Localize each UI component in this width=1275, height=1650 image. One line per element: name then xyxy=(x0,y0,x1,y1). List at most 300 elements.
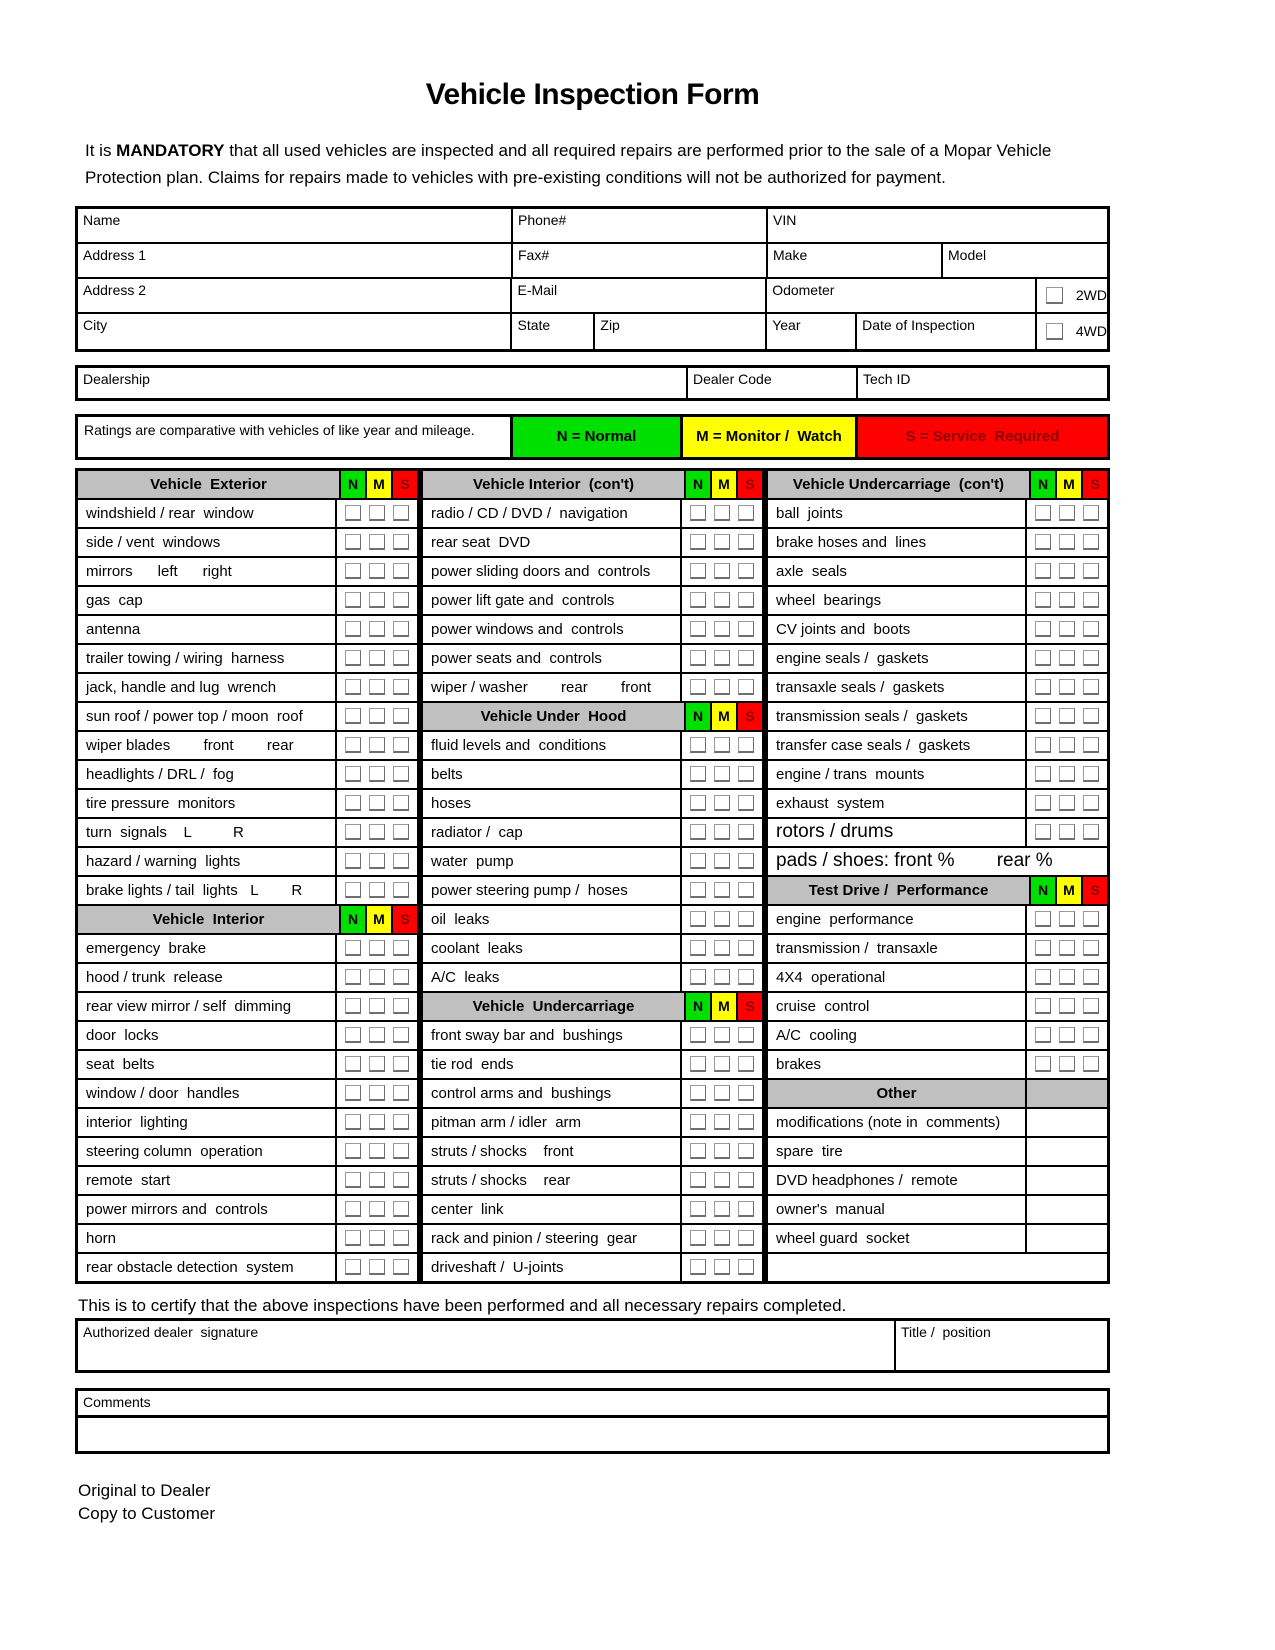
state-field[interactable] xyxy=(512,314,595,349)
n-checkbox[interactable] xyxy=(345,1172,361,1188)
checklist-item-label: brakes xyxy=(776,1055,822,1073)
m-checkbox[interactable] xyxy=(369,1172,385,1188)
n-checkbox[interactable] xyxy=(690,679,706,695)
n-checkbox[interactable] xyxy=(345,1114,361,1130)
comments-table xyxy=(75,1388,1110,1454)
n-checkbox[interactable] xyxy=(345,1230,361,1246)
m-checkbox[interactable] xyxy=(714,911,730,927)
n-checkbox[interactable] xyxy=(690,940,706,956)
m-checkbox[interactable] xyxy=(714,650,730,666)
n-checkbox[interactable] xyxy=(1035,998,1051,1014)
s-checkbox[interactable] xyxy=(393,737,409,753)
m-checkbox[interactable] xyxy=(1059,911,1075,927)
title-position-field[interactable] xyxy=(896,1321,1107,1370)
n-checkbox[interactable] xyxy=(690,1143,706,1159)
n-checkbox[interactable] xyxy=(690,1230,706,1246)
checklist-item-label: belts xyxy=(431,765,463,783)
s-checkbox[interactable] xyxy=(393,1143,409,1159)
m-checkbox[interactable] xyxy=(714,940,730,956)
checklist-item-label: power seats and controls xyxy=(431,649,602,667)
s-checkbox[interactable] xyxy=(738,737,754,753)
checklist-row xyxy=(78,935,417,962)
s-checkbox[interactable] xyxy=(738,1085,754,1101)
checklist-row xyxy=(768,616,1107,643)
m-checkbox[interactable] xyxy=(1059,795,1075,811)
m-checkbox[interactable] xyxy=(369,534,385,550)
s-checkbox[interactable] xyxy=(393,679,409,695)
inspection-date-field[interactable] xyxy=(857,314,1037,349)
s-checkbox[interactable] xyxy=(393,1172,409,1188)
m-checkbox[interactable] xyxy=(369,563,385,579)
m-checkbox[interactable] xyxy=(369,1114,385,1130)
m-checkbox[interactable] xyxy=(369,1027,385,1043)
checklist-item-label: brake hoses and lines xyxy=(776,533,927,551)
m-checkbox[interactable] xyxy=(369,969,385,985)
n-checkbox[interactable] xyxy=(690,969,706,985)
n-checkbox[interactable] xyxy=(690,1027,706,1043)
s-checkbox[interactable] xyxy=(1083,911,1099,927)
m-checkbox[interactable] xyxy=(714,882,730,898)
n-checkbox[interactable] xyxy=(1035,1027,1051,1043)
s-checkbox[interactable] xyxy=(738,1172,754,1188)
inspection-date-label: Date of Inspection xyxy=(862,316,975,333)
s-checkbox[interactable] xyxy=(393,824,409,840)
n-checkbox[interactable] xyxy=(345,795,361,811)
m-checkbox[interactable] xyxy=(714,737,730,753)
m-checkbox[interactable] xyxy=(369,621,385,637)
m-checkbox[interactable] xyxy=(714,1201,730,1217)
s-checkbox[interactable] xyxy=(1083,940,1099,956)
year-label: Year xyxy=(772,316,801,333)
m-checkbox[interactable] xyxy=(714,795,730,811)
m-checkbox[interactable] xyxy=(369,1085,385,1101)
m-checkbox[interactable] xyxy=(369,1201,385,1217)
checklist-row xyxy=(78,1196,417,1223)
rating-checkboxes xyxy=(680,1254,762,1281)
n-checkbox[interactable] xyxy=(1035,911,1051,927)
rating-checkboxes xyxy=(335,935,417,962)
n-checkbox[interactable] xyxy=(690,1085,706,1101)
s-checkbox[interactable] xyxy=(393,969,409,985)
tech-id-field[interactable] xyxy=(858,368,1107,398)
s-checkbox[interactable] xyxy=(1083,998,1099,1014)
s-checkbox[interactable] xyxy=(738,1230,754,1246)
m-checkbox[interactable] xyxy=(1059,737,1075,753)
s-checkbox[interactable] xyxy=(393,1056,409,1072)
n-checkbox[interactable] xyxy=(690,795,706,811)
m-checkbox[interactable] xyxy=(369,824,385,840)
n-checkbox[interactable] xyxy=(690,505,706,521)
n-checkbox[interactable] xyxy=(345,621,361,637)
m-checkbox[interactable] xyxy=(1059,563,1075,579)
section-header-label: Test Drive / Performance xyxy=(768,877,1029,904)
s-checkbox[interactable] xyxy=(393,650,409,666)
s-checkbox[interactable] xyxy=(738,1259,754,1275)
rating-checkboxes xyxy=(335,645,417,672)
m-checkbox[interactable] xyxy=(369,1259,385,1275)
m-checkbox[interactable] xyxy=(714,505,730,521)
s-checkbox[interactable] xyxy=(393,795,409,811)
s-checkbox[interactable] xyxy=(738,563,754,579)
checklist-item-label: hood / trunk release xyxy=(86,968,223,986)
m-checkbox[interactable] xyxy=(369,708,385,724)
n-checkbox[interactable] xyxy=(1035,766,1051,782)
n-checkbox[interactable] xyxy=(345,766,361,782)
n-checkbox[interactable] xyxy=(690,1259,706,1275)
n-checkbox[interactable] xyxy=(345,1259,361,1275)
rating-checkboxes xyxy=(335,761,417,788)
ratings-legend xyxy=(75,414,1110,460)
checklist-row xyxy=(423,645,762,672)
n-checkbox[interactable] xyxy=(690,1114,706,1130)
s-checkbox[interactable] xyxy=(738,795,754,811)
m-checkbox[interactable] xyxy=(369,940,385,956)
n-checkbox[interactable] xyxy=(690,650,706,666)
n-checkbox[interactable] xyxy=(690,737,706,753)
s-checkbox[interactable] xyxy=(738,1027,754,1043)
rating-checkboxes xyxy=(680,558,762,585)
s-checkbox[interactable] xyxy=(738,911,754,927)
m-checkbox[interactable] xyxy=(1059,708,1075,724)
n-checkbox[interactable] xyxy=(690,534,706,550)
rating-checkboxes xyxy=(335,877,417,904)
rating-checkboxes xyxy=(1025,819,1107,846)
4wd-checkbox[interactable] xyxy=(1046,323,1063,340)
m-checkbox[interactable] xyxy=(1059,766,1075,782)
n-checkbox[interactable] xyxy=(345,505,361,521)
s-checkbox[interactable] xyxy=(1083,505,1099,521)
s-checkbox[interactable] xyxy=(393,708,409,724)
checklist-item-label: exhaust system xyxy=(776,794,885,812)
s-checkbox[interactable] xyxy=(738,1056,754,1072)
m-checkbox[interactable] xyxy=(1059,824,1075,840)
s-checkbox[interactable] xyxy=(393,1027,409,1043)
form-content xyxy=(75,0,1110,1526)
rating-letter-s: S xyxy=(391,471,417,498)
checklist-item-label: antenna xyxy=(86,620,141,638)
name-field[interactable] xyxy=(78,209,513,242)
m-checkbox[interactable] xyxy=(369,1143,385,1159)
section-header-label: Vehicle Undercarriage (con't) xyxy=(768,471,1029,498)
s-checkbox[interactable] xyxy=(393,592,409,608)
m-checkbox[interactable] xyxy=(1059,679,1075,695)
m-checkbox[interactable] xyxy=(369,766,385,782)
phone-field[interactable] xyxy=(513,209,768,242)
address2-field[interactable] xyxy=(78,279,512,312)
fax-field[interactable] xyxy=(513,244,768,277)
m-checkbox[interactable] xyxy=(1059,505,1075,521)
checklist-item-label: pitman arm / idler arm xyxy=(431,1113,582,1131)
year-field[interactable] xyxy=(767,314,857,349)
s-checkbox[interactable] xyxy=(1083,824,1099,840)
s-checkbox[interactable] xyxy=(1083,679,1099,695)
m-checkbox[interactable] xyxy=(369,505,385,521)
s-checkbox[interactable] xyxy=(393,563,409,579)
n-checkbox[interactable] xyxy=(345,1201,361,1217)
m-checkbox[interactable] xyxy=(714,969,730,985)
checklist-item-label: brake lights / tail lights L R xyxy=(86,881,303,899)
checklist-row xyxy=(78,877,417,904)
s-checkbox[interactable] xyxy=(738,882,754,898)
zip-label: Zip xyxy=(600,316,620,333)
m-checkbox[interactable] xyxy=(1059,650,1075,666)
checklist-row xyxy=(78,1138,417,1165)
m-checkbox[interactable] xyxy=(369,737,385,753)
n-checkbox[interactable] xyxy=(690,911,706,927)
s-checkbox[interactable] xyxy=(1083,737,1099,753)
n-checkbox[interactable] xyxy=(345,1027,361,1043)
m-checkbox[interactable] xyxy=(369,650,385,666)
dealer-code-label: Dealer Code xyxy=(693,370,772,387)
s-checkbox[interactable] xyxy=(1083,969,1099,985)
m-checkbox[interactable] xyxy=(369,853,385,869)
checklist-row xyxy=(78,1022,417,1049)
n-checkbox[interactable] xyxy=(1035,737,1051,753)
address1-field[interactable] xyxy=(78,244,513,277)
checklist-row xyxy=(423,616,762,643)
s-checkbox[interactable] xyxy=(738,824,754,840)
vin-field[interactable] xyxy=(768,209,1107,242)
m-checkbox[interactable] xyxy=(369,1056,385,1072)
s-checkbox[interactable] xyxy=(1083,650,1099,666)
s-checkbox[interactable] xyxy=(1083,766,1099,782)
s-checkbox[interactable] xyxy=(1083,621,1099,637)
intro-text xyxy=(75,138,1067,192)
zip-field[interactable] xyxy=(595,314,767,349)
rating-letter-n: N xyxy=(1029,471,1055,498)
m-checkbox[interactable] xyxy=(714,1027,730,1043)
m-checkbox[interactable] xyxy=(1059,592,1075,608)
s-checkbox[interactable] xyxy=(738,1143,754,1159)
s-checkbox[interactable] xyxy=(738,969,754,985)
s-checkbox[interactable] xyxy=(1083,1027,1099,1043)
n-checkbox[interactable] xyxy=(1035,621,1051,637)
s-checkbox[interactable] xyxy=(738,1201,754,1217)
checklist-row xyxy=(78,1225,417,1252)
n-checkbox[interactable] xyxy=(690,621,706,637)
n-checkbox[interactable] xyxy=(690,1201,706,1217)
m-checkbox[interactable] xyxy=(369,998,385,1014)
n-checkbox[interactable] xyxy=(690,563,706,579)
m-checkbox[interactable] xyxy=(714,853,730,869)
n-checkbox[interactable] xyxy=(1035,505,1051,521)
m-checkbox[interactable] xyxy=(714,1143,730,1159)
dealership-field[interactable] xyxy=(78,368,688,398)
checklist-row xyxy=(768,1254,1107,1281)
rating-checkboxes xyxy=(680,1051,762,1078)
n-checkbox[interactable] xyxy=(345,534,361,550)
n-checkbox[interactable] xyxy=(345,940,361,956)
s-checkbox[interactable] xyxy=(1083,592,1099,608)
n-checkbox[interactable] xyxy=(345,708,361,724)
m-checkbox[interactable] xyxy=(1059,621,1075,637)
s-checkbox[interactable] xyxy=(393,505,409,521)
n-checkbox[interactable] xyxy=(345,1085,361,1101)
intro-rest: that all used vehicles are inspected and all required repairs are performed prior to the sale of a Mopar Vehicle Protection plan. Claims for repairs made to vehicles with pre-existing conditions will not be authorized for payment. xyxy=(85,141,1052,187)
s-checkbox[interactable] xyxy=(1083,1056,1099,1072)
2wd-checkbox[interactable] xyxy=(1046,287,1063,304)
s-checkbox[interactable] xyxy=(738,505,754,521)
m-checkbox[interactable] xyxy=(714,679,730,695)
s-checkbox[interactable] xyxy=(393,1259,409,1275)
section-header-row xyxy=(423,703,762,730)
m-checkbox[interactable] xyxy=(369,795,385,811)
s-checkbox[interactable] xyxy=(393,534,409,550)
rating-checkboxes xyxy=(1025,790,1107,817)
checklist-row xyxy=(78,616,417,643)
m-checkbox[interactable] xyxy=(1059,940,1075,956)
checklist-item-label: center link xyxy=(431,1200,504,1218)
s-checkbox[interactable] xyxy=(738,853,754,869)
n-checkbox[interactable] xyxy=(1035,824,1051,840)
s-checkbox[interactable] xyxy=(393,940,409,956)
intro-mandatory: MANDATORY xyxy=(116,141,225,160)
m-checkbox[interactable] xyxy=(714,621,730,637)
rating-letter-s: S xyxy=(736,471,762,498)
s-checkbox[interactable] xyxy=(393,1114,409,1130)
m-checkbox[interactable] xyxy=(714,1172,730,1188)
n-checkbox[interactable] xyxy=(1035,592,1051,608)
m-checkbox[interactable] xyxy=(714,1230,730,1246)
s-checkbox[interactable] xyxy=(738,592,754,608)
n-checkbox[interactable] xyxy=(345,679,361,695)
n-checkbox[interactable] xyxy=(690,1172,706,1188)
n-checkbox[interactable] xyxy=(1035,534,1051,550)
checklist-row xyxy=(78,529,417,556)
email-field[interactable] xyxy=(512,279,767,312)
model-field[interactable] xyxy=(943,244,1107,277)
m-checkbox[interactable] xyxy=(714,1259,730,1275)
checklist-row xyxy=(78,790,417,817)
s-checkbox[interactable] xyxy=(393,882,409,898)
s-checkbox[interactable] xyxy=(738,621,754,637)
checklist-row xyxy=(78,645,417,672)
odometer-field[interactable] xyxy=(767,279,1037,312)
rating-letter-n: N xyxy=(339,906,365,933)
n-checkbox[interactable] xyxy=(1035,708,1051,724)
s-checkbox[interactable] xyxy=(738,1114,754,1130)
m-checkbox[interactable] xyxy=(369,882,385,898)
s-checkbox[interactable] xyxy=(393,1201,409,1217)
rating-checkboxes xyxy=(335,558,417,585)
n-checkbox[interactable] xyxy=(1035,679,1051,695)
n-checkbox[interactable] xyxy=(1035,563,1051,579)
checklist-row xyxy=(423,1138,762,1165)
s-checkbox[interactable] xyxy=(393,853,409,869)
rating-checkboxes xyxy=(1025,732,1107,759)
s-checkbox[interactable] xyxy=(1083,563,1099,579)
checklist-row xyxy=(78,993,417,1020)
m-checkbox[interactable] xyxy=(1059,969,1075,985)
n-checkbox[interactable] xyxy=(690,853,706,869)
m-checkbox[interactable] xyxy=(1059,1056,1075,1072)
n-checkbox[interactable] xyxy=(345,969,361,985)
s-checkbox[interactable] xyxy=(393,766,409,782)
s-checkbox[interactable] xyxy=(1083,708,1099,724)
checklist-row xyxy=(768,529,1107,556)
s-checkbox[interactable] xyxy=(738,679,754,695)
n-checkbox[interactable] xyxy=(345,563,361,579)
m-checkbox[interactable] xyxy=(369,592,385,608)
n-checkbox[interactable] xyxy=(345,882,361,898)
n-checkbox[interactable] xyxy=(345,1143,361,1159)
n-checkbox[interactable] xyxy=(690,592,706,608)
n-checkbox[interactable] xyxy=(690,766,706,782)
s-checkbox[interactable] xyxy=(1083,534,1099,550)
checklist-row xyxy=(78,674,417,701)
s-checkbox[interactable] xyxy=(738,766,754,782)
checklist-item-label: CV joints and boots xyxy=(776,620,911,638)
n-checkbox[interactable] xyxy=(1035,1056,1051,1072)
checklist-row xyxy=(78,819,417,846)
n-checkbox[interactable] xyxy=(345,1056,361,1072)
m-checkbox[interactable] xyxy=(714,1114,730,1130)
n-checkbox[interactable] xyxy=(345,824,361,840)
m-checkbox[interactable] xyxy=(714,563,730,579)
dealer-signature-field[interactable] xyxy=(78,1321,896,1370)
make-field[interactable] xyxy=(768,244,943,277)
n-checkbox[interactable] xyxy=(345,592,361,608)
n-checkbox[interactable] xyxy=(690,882,706,898)
n-checkbox[interactable] xyxy=(1035,969,1051,985)
s-checkbox[interactable] xyxy=(393,621,409,637)
s-checkbox[interactable] xyxy=(738,534,754,550)
m-checkbox[interactable] xyxy=(1059,534,1075,550)
m-checkbox[interactable] xyxy=(714,766,730,782)
s-checkbox[interactable] xyxy=(393,1230,409,1246)
rating-checkboxes xyxy=(680,819,762,846)
m-checkbox[interactable] xyxy=(714,592,730,608)
rating-letter-n: N xyxy=(684,703,710,730)
s-checkbox[interactable] xyxy=(393,1085,409,1101)
s-checkbox[interactable] xyxy=(738,650,754,666)
n-checkbox[interactable] xyxy=(690,824,706,840)
comments-input-area[interactable] xyxy=(78,1418,1107,1451)
m-checkbox[interactable] xyxy=(1059,998,1075,1014)
city-field[interactable] xyxy=(78,314,512,349)
checklist-item-label: 4X4 operational xyxy=(776,968,886,986)
n-checkbox[interactable] xyxy=(1035,795,1051,811)
n-checkbox[interactable] xyxy=(345,737,361,753)
rating-letter-n: N xyxy=(339,471,365,498)
checklist-row xyxy=(423,674,762,701)
s-checkbox[interactable] xyxy=(738,940,754,956)
m-checkbox[interactable] xyxy=(369,679,385,695)
rating-checkboxes xyxy=(1025,645,1107,672)
n-checkbox[interactable] xyxy=(1035,940,1051,956)
m-checkbox[interactable] xyxy=(714,534,730,550)
checklist-item-label: power lift gate and controls xyxy=(431,591,615,609)
s-checkbox[interactable] xyxy=(393,998,409,1014)
n-checkbox[interactable] xyxy=(1035,650,1051,666)
m-checkbox[interactable] xyxy=(714,1056,730,1072)
checklist-item-label: side / vent windows xyxy=(86,533,221,551)
m-checkbox[interactable] xyxy=(714,1085,730,1101)
rating-checkboxes xyxy=(680,848,762,875)
n-checkbox[interactable] xyxy=(345,998,361,1014)
m-checkbox[interactable] xyxy=(369,1230,385,1246)
n-checkbox[interactable] xyxy=(690,1056,706,1072)
s-checkbox[interactable] xyxy=(1083,795,1099,811)
m-checkbox[interactable] xyxy=(714,824,730,840)
n-checkbox[interactable] xyxy=(345,650,361,666)
dealer-code-field[interactable] xyxy=(688,368,858,398)
comments-field[interactable] xyxy=(78,1391,1107,1415)
checklist-column-1 xyxy=(78,471,417,1281)
m-checkbox[interactable] xyxy=(1059,1027,1075,1043)
n-checkbox[interactable] xyxy=(345,853,361,869)
rating-checkboxes xyxy=(680,761,762,788)
